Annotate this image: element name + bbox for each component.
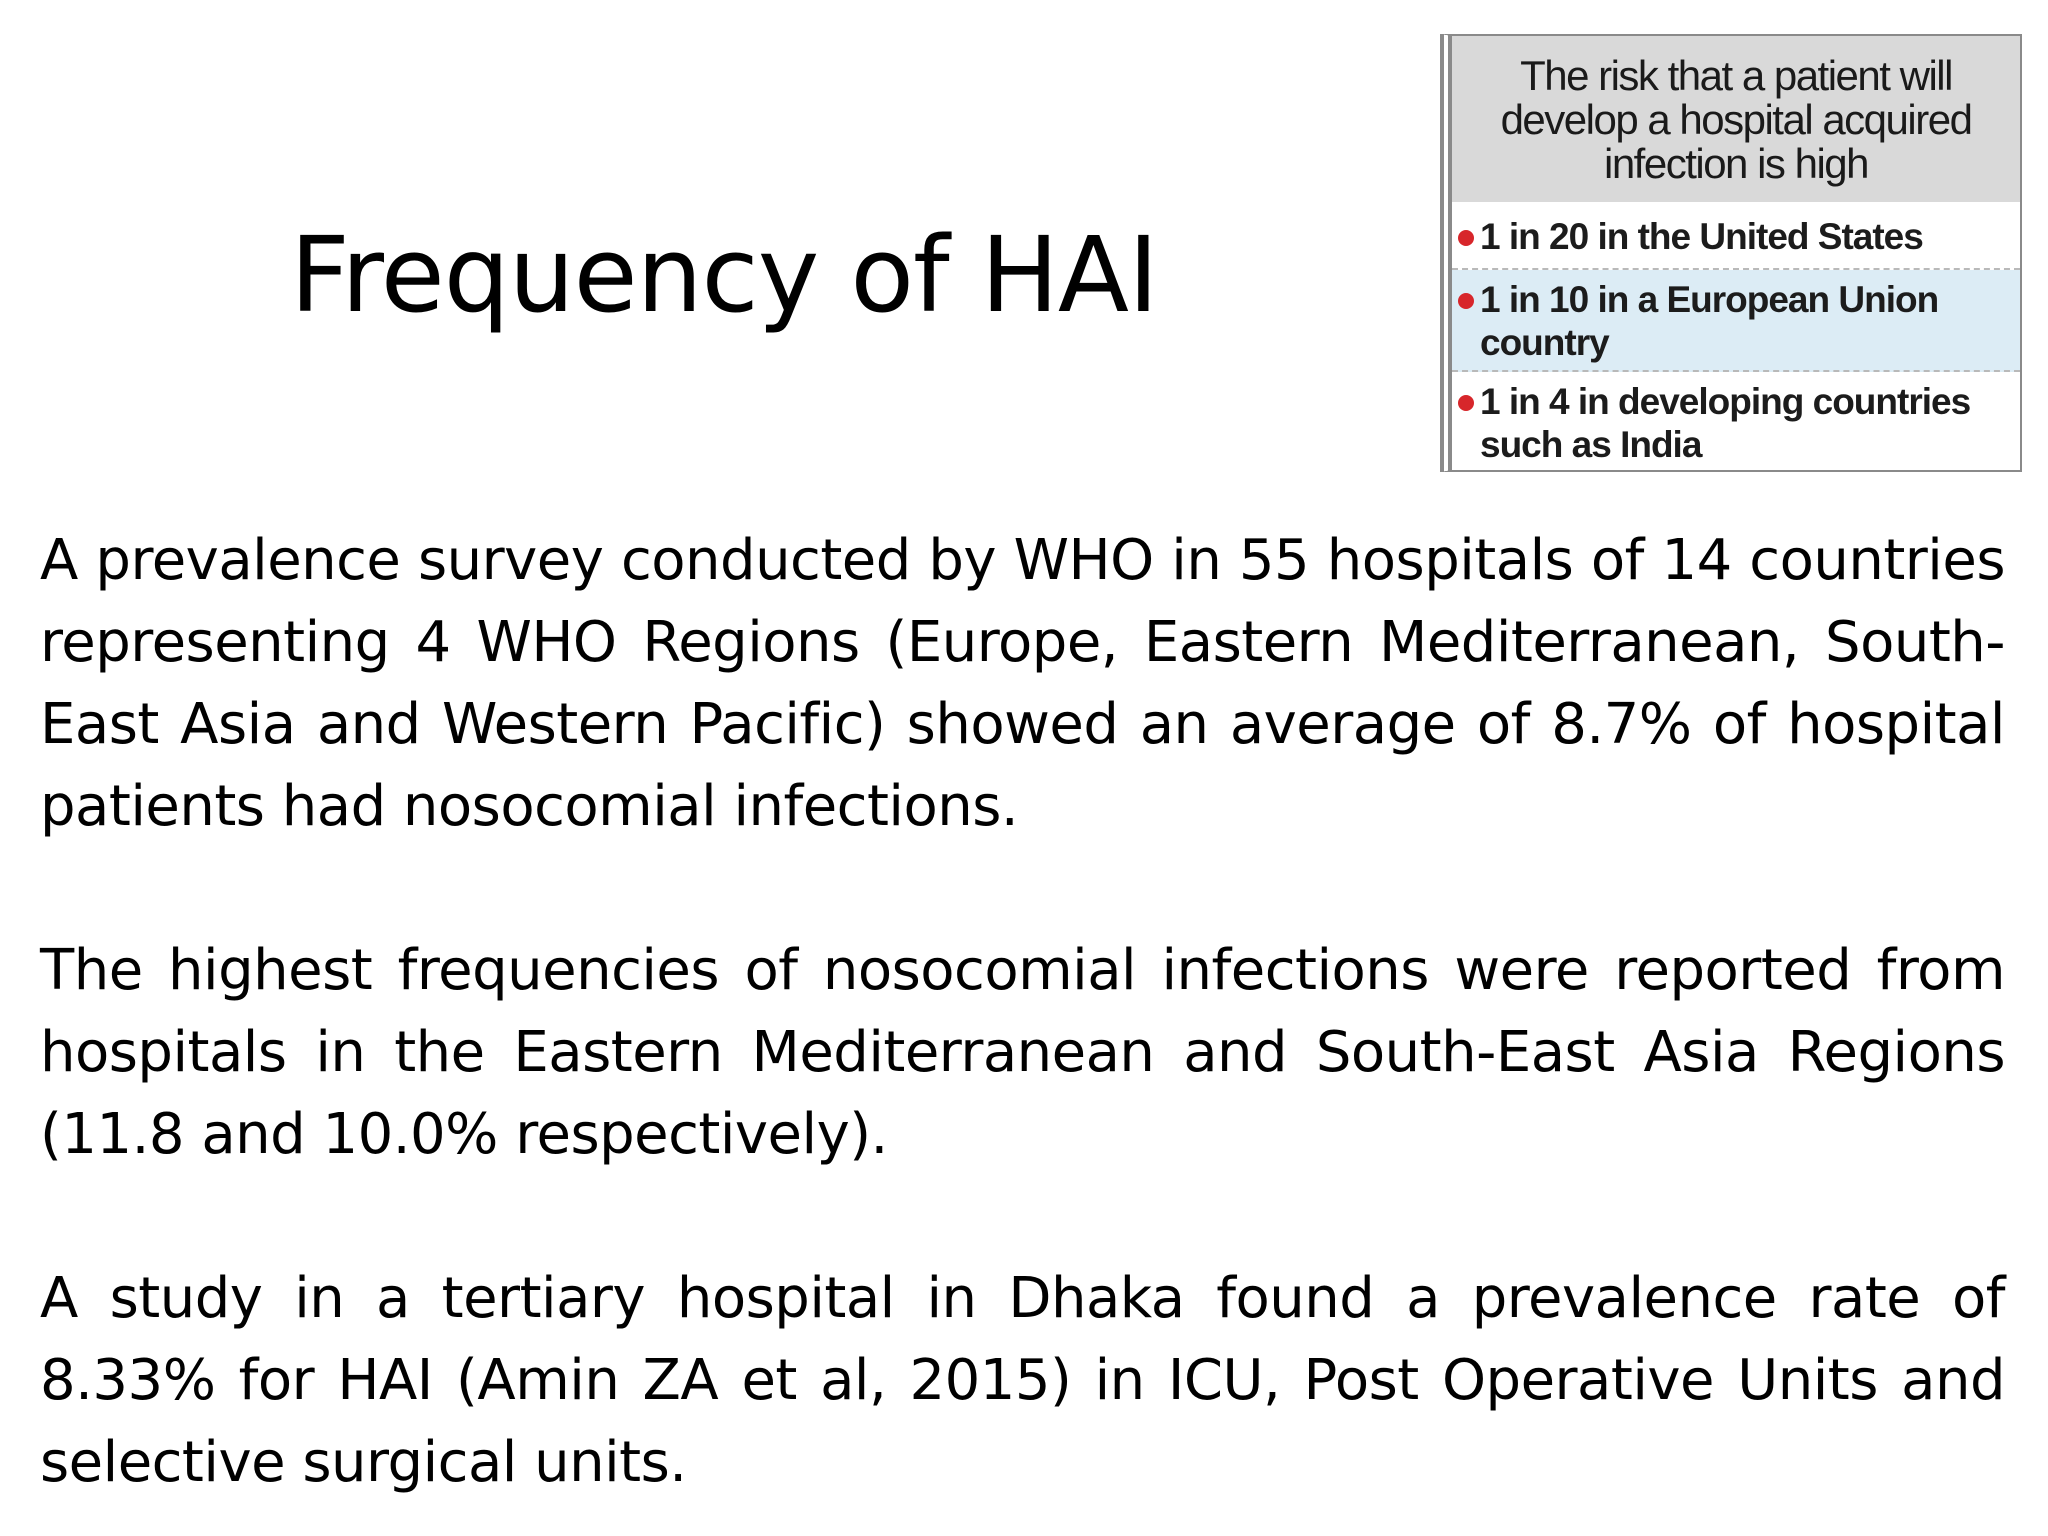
paragraph-dhaka-study: A study in a tertiary hospital in Dhaka found a prevalence rate of 8.33% for HAI (Amin ZA et al, 2015) in ICU, Post Operative Units and selective surgical units.	[40, 1266, 2005, 1495]
paragraph-who-survey: A prevalence survey conducted by WHO in 55 hospitals of 14 countries representing 4 WHO Regions (Europe, Eastern Mediterranean, South-East Asia and Western Pacific) showed an average of 8.7% of hospital patients had nosocomial infections.	[40, 528, 2005, 839]
red-bullet-icon	[1458, 230, 1474, 246]
slide-title: Frequency of HAI	[290, 214, 1158, 336]
red-bullet-icon	[1458, 293, 1474, 309]
paragraph-highest-frequencies: The highest frequencies of nosocomial infections were reported from hospitals in the Eastern Mediterranean and South-East Asia Regions (11.8 and 10.0% respectively).	[40, 938, 2005, 1167]
infobox-item-united-states	[1452, 202, 2020, 270]
infobox-item-text: 1 in 20 in the United States	[1480, 216, 1923, 257]
red-bullet-icon	[1458, 395, 1474, 411]
infobox-item-text: 1 in 4 in developing countries such as India	[1480, 381, 1971, 465]
infobox-item-text: 1 in 10 in a European Union country	[1480, 279, 1939, 363]
hai-risk-infobox	[1440, 34, 2022, 472]
infobox-item-developing-countries	[1452, 372, 2020, 470]
infobox-item-european-union	[1452, 270, 2020, 372]
infobox-heading: The risk that a patient will develop a hospital acquired infection is high	[1452, 36, 2020, 202]
slide-body	[40, 520, 2005, 1504]
